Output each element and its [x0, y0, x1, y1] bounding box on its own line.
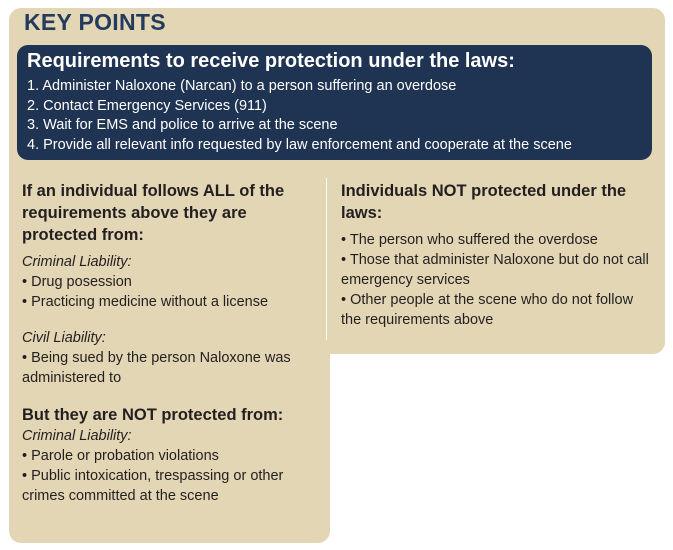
list-item: • Public intoxication, trespassing or other crimes committed at the scene: [22, 468, 284, 504]
list-item: • Other people at the scene who do not follow the requirements above: [341, 292, 634, 328]
protected-heading: If an individual follows ALL of the requirements above they are protected from:: [22, 182, 285, 244]
list-item: • Being sued by the person Naloxone was administered to: [22, 350, 291, 386]
list-item: • Those that administer Naloxone but do not call emergency services: [341, 252, 649, 288]
list-item: • Parole or probation violations: [22, 448, 219, 464]
requirements-heading: Requirements to receive protection under the laws:: [27, 50, 515, 72]
page-title: KEY POINTS: [24, 9, 166, 35]
requirement-item: 4. Provide all relevant info requested by law enforcement and cooperate at the scene: [27, 136, 572, 153]
list-item: • The person who suffered the overdose: [341, 232, 598, 248]
list-item: • Practicing medicine without a license: [22, 294, 269, 310]
requirement-item: 3. Wait for EMS and police to arrive at the scene: [27, 117, 338, 133]
column-divider: [326, 178, 327, 340]
not-protected-column: [341, 180, 651, 330]
civil-liability-label: Civil Liability:: [22, 330, 106, 346]
requirements-box: [17, 45, 652, 160]
requirements-list: [27, 77, 652, 155]
not-protected-individuals-heading: Individuals NOT protected under the laws:: [341, 182, 627, 222]
not-protected-heading: But they are NOT protected from:: [22, 406, 284, 424]
protections-column: [22, 180, 322, 506]
list-item: • Drug posession: [22, 274, 132, 290]
criminal-liability-label: Criminal Liability:: [22, 254, 132, 270]
requirement-item: 2. Contact Emergency Services (911): [27, 97, 267, 114]
requirement-item: 1. Administer Naloxone (Narcan) to a person suffering an overdose: [27, 78, 457, 94]
criminal-liability-label: Criminal Liability:: [22, 428, 132, 444]
